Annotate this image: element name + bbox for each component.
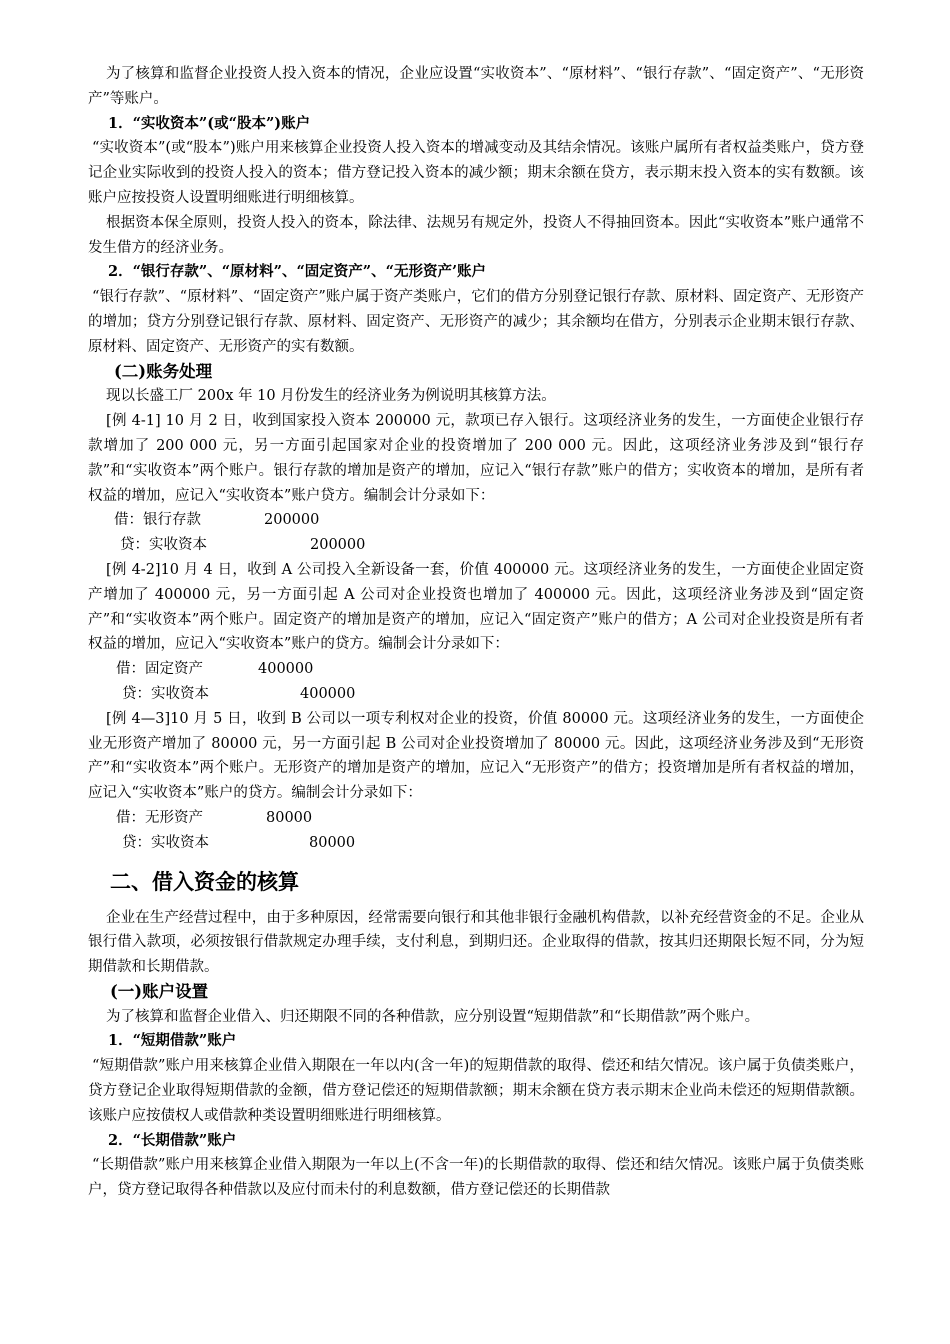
paragraph: “长期借款”账户用来核算企业借入期限为一年以上(不含一年)的长期借款的取得、偿还和结欠情况。该账户属于负债类账户，贷方登记取得各种借款以及应付而未付的利息数额，借方登记偿还的长期借款 [88, 1157, 864, 1199]
paragraph: 企业在生产经营过程中，由于多种原因，经常需要向银行和其他非银行金融机构借款，以补充经营资金的不足。企业从银行借入款项，必须按银行借款规定办理手续，支付利息，到期归还。企业取得的借款，按其归还期限长短不同，分为短期借款和长期借款。 [88, 909, 864, 976]
subsection-heading: 2．“银行存款”、“原材料”、“固定资产”、“无形资产’账户 [108, 263, 487, 281]
journal-entry-line [88, 682, 864, 707]
entry-account: 借：固定资产 [116, 661, 203, 678]
paragraph: [例 4-2]10 月 4 日，收到 A 公司投入全新设备一套，价值 400000 元。这项经济业务的发生，一方面使企业固定资产增加了 400000 元，另一方面引起 A 公司对企业投资也增加了 400000 元。因此，这项经济业务涉及到“固定资产”和“实收资本”两个账户。固定资产的增加是资产的增加，应记入“固定资产”账户的借方；A 公司对企业投资是所有者权益的增加，应记入“实收资本”账户的贷方。编制会计分录如下： [88, 561, 864, 653]
journal-entry-line [88, 508, 864, 533]
entry-amount: 400000 [300, 685, 356, 702]
entry-amount: 80000 [266, 809, 313, 826]
section-heading: (一)账户设置 [110, 981, 209, 1001]
journal-entry-line [88, 806, 864, 831]
entry-account: 贷：实收资本 [120, 537, 207, 554]
paragraph: “实收资本”(或“股本”)账户用来核算企业投资人投入资本的增减变动及其结余情况。该账户属所有者权益类账户，贷方登记企业实际收到的投资人投入的资本；借方登记投入资本的减少额；期末余额在贷方，表示期末投入资本的实有数额。该账户应按投资人设置明细账进行明细核算。 [88, 140, 864, 206]
paragraph: 为了核算和监督企业借入、归还期限不同的各种借款，应分别设置“短期借款”和“长期借款”两个账户。 [106, 1008, 760, 1025]
entry-amount: 200000 [310, 537, 366, 554]
paragraph: “银行存款”、“原材料”、“固定资产”账户属于资产类账户，它们的借方分别登记银行存款、原材料、固定资产、无形资产的增加；贷方分别登记银行存款、原材料、固定资产、无形资产的减少；其余额均在借方，分别表示企业期末银行存款、原材料、固定资产、无形资产的实有数额。 [88, 289, 864, 355]
paragraph: 为了核算和监督企业投资人投入资本的情况，企业应设置“实收资本”、“原材料”、“银行存款”、“固定资产”、“无形资产”等账户。 [88, 66, 864, 107]
journal-entry-line [88, 533, 864, 558]
entry-account: 贷：实收资本 [122, 834, 209, 851]
paragraph: [例 4—3]10 月 5 日，收到 B 公司以一项专利权对企业的投资，价值 80000 元。这项经济业务的发生，一方面使企业无形资产增加了 80000 元，另一方面引起 B 公司对企业投资增加了 80000 元。因此，这项经济业务涉及到“无形资产”和“实收资本”两个账户。无形资产的增加是资产的增加，应记入“无形资产”的借方；投资增加是所有者权益的增加，应记入“实收资本”账户的贷方。编制会计分录如下： [88, 710, 864, 802]
paragraph: “短期借款”账户用来核算企业借入期限在一年以内(含一年)的短期借款的取得、偿还和结欠情况。该户属于负债类账户，贷方登记企业取得短期借款的金额，借方登记偿还的短期借款额；期末余额在贷方表示期末企业尚未偿还的短期借款额。该账户应按债权人或借款种类设置明细账进行明细核算。 [88, 1058, 864, 1124]
journal-entry-line [88, 657, 864, 682]
entry-account: 借：银行存款 [114, 512, 201, 529]
paragraph: [例 4-1] 10 月 2 日，收到国家投入资本 200000 元，款项已存入银行。这项经济业务的发生，一方面使企业银行存款增加了 200 000 元，另一方面引起国家对企业的投资增加了 200 000 元。因此，这项经济业务涉及到“银行存款”和“实收资本”两个账户。银行存款的增加是资产的增加，应记入“银行存款”账户的借方；实收资本的增加，是所有者权益的增加，应记入“实收资本”账户贷方。编制会计分录如下： [88, 413, 864, 504]
entry-account: 贷：实收资本 [122, 685, 209, 702]
paragraph: 根据资本保全原则，投资人投入的资本，除法律、法规另有规定外，投资人不得抽回资本。因此“实收资本”账户通常不发生借方的经济业务。 [88, 214, 864, 256]
subsection-heading: 1．“短期借款”账户 [108, 1032, 237, 1050]
subsection-heading: 2．“长期借款”账户 [108, 1131, 237, 1149]
subsection-heading: 1．“实收资本”(或“股本”)账户 [108, 114, 311, 132]
chapter-heading: 二、借入资金的核算 [110, 868, 299, 894]
paragraph: 现以长盛工厂 200x 年 10 月份发生的经济业务为例说明其核算方法。 [106, 388, 556, 405]
entry-account: 借：无形资产 [116, 809, 203, 826]
entry-amount: 200000 [264, 512, 320, 529]
document-page [88, 62, 864, 1203]
journal-entry-line [88, 831, 864, 856]
entry-amount: 80000 [309, 834, 356, 851]
section-heading: (二)账务处理 [114, 361, 213, 381]
entry-amount: 400000 [258, 661, 314, 678]
